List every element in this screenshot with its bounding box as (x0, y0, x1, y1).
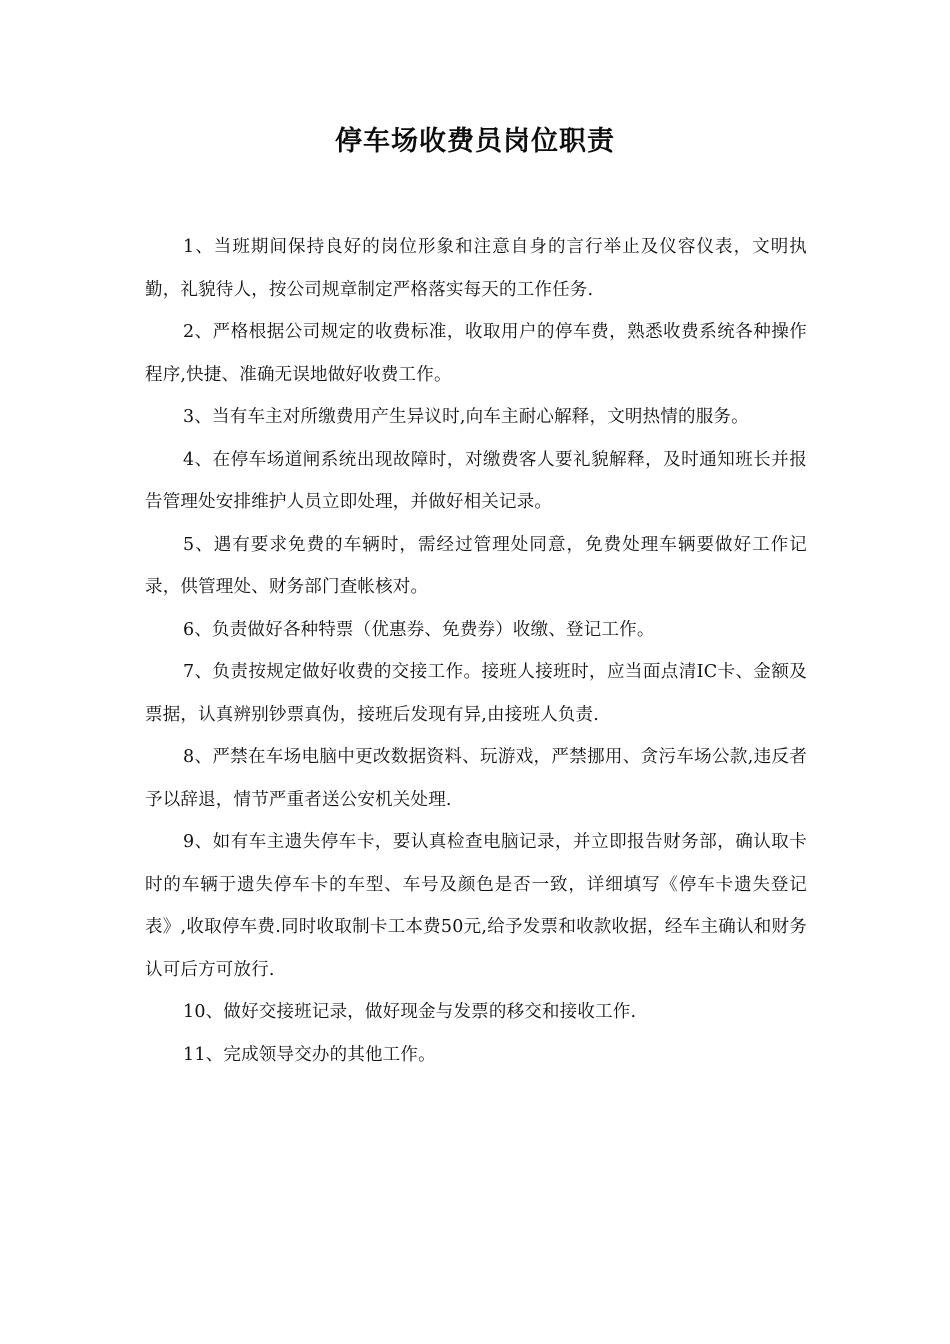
duty-paragraph-11: 11、完成领导交办的其他工作。 (183, 1044, 436, 1065)
duty-paragraph-8: 8、严禁在车场电脑中更改数据资料、玩游戏，严禁挪用、贪污车场公款,违反者予以辞退，情节严重者送公安机关处理. (145, 747, 807, 810)
duty-paragraph-6: 6、负责做好各种特票（优惠券、免费券）收缴、登记工作。 (183, 619, 655, 640)
duty-paragraph-10: 10、做好交接班记录，做好现金与发票的移交和接收工作. (183, 1002, 637, 1022)
document-body (145, 226, 807, 1076)
duty-paragraph-4: 4、在停车场道闸系统出现故障时，对缴费客人要礼貌解释，及时通知班长并报告管理处安排维护人员立即处理，并做好相关记录。 (145, 449, 807, 512)
document-title: 停车场收费员岗位职责 (335, 126, 615, 157)
duty-paragraph-9: 9、如有车主遗失停车卡，要认真检查电脑记录，并立即报告财务部，确认取卡时的车辆于遗失停车卡的车型、车号及颜色是否一致，详细填写《停车卡遗失登记表》,收取停车费.同时收取制卡工本费50元,给予发票和收款收据，经车主确认和财务认可后方可放行. (145, 832, 807, 980)
duty-paragraph-7: 7、负责按规定做好收费的交接工作。接班人接班时，应当面点清IC卡、金额及票据，认真辨别钞票真伪，接班后发现有异,由接班人负责. (145, 662, 807, 725)
duty-paragraph-1: 1、当班期间保持良好的岗位形象和注意自身的言行举止及仪容仪表，文明执勤，礼貌待人，按公司规章制定严格落实每天的工作任务. (145, 237, 807, 300)
duty-paragraph-5: 5、遇有要求免费的车辆时，需经过管理处同意，免费处理车辆要做好工作记录，供管理处、财务部门查帐核对。 (145, 534, 807, 597)
duty-paragraph-2: 2、严格根据公司规定的收费标准，收取用户的停车费，熟悉收费系统各种操作程序,快捷、准确无误地做好收费工作。 (145, 322, 807, 385)
duty-paragraph-3: 3、当有车主对所缴费用产生异议时,向车主耐心解释，文明热情的服务。 (183, 407, 749, 427)
